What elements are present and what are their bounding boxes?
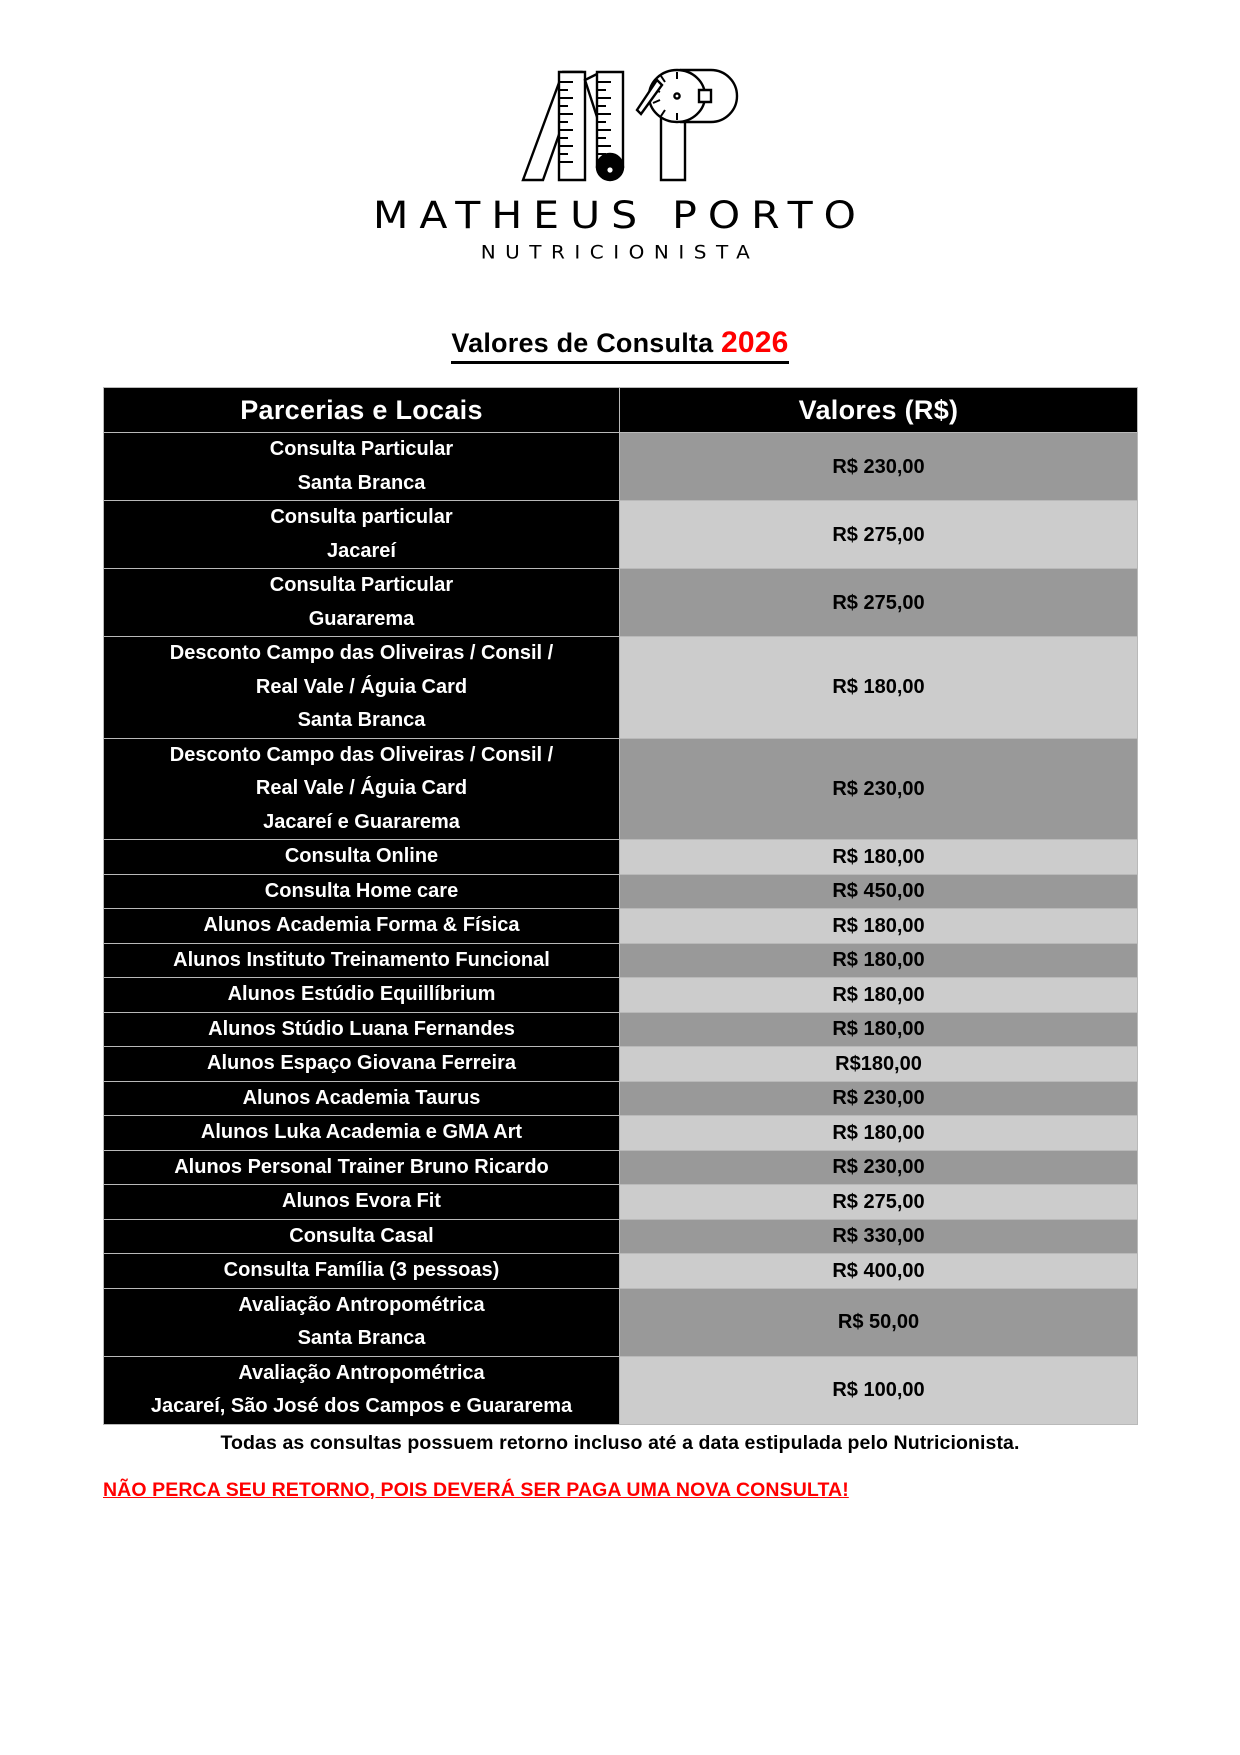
cell-service-name (104, 874, 620, 909)
table-row (104, 978, 1138, 1013)
service-name-line: Alunos Academia Forma & Física (203, 914, 520, 936)
table-row (104, 1288, 1138, 1356)
cell-service-name (104, 1150, 620, 1185)
table-row (104, 1219, 1138, 1254)
service-name-line: Alunos Academia Taurus (242, 1086, 481, 1109)
cell-service-name (104, 840, 620, 875)
mp-monogram-ruler-caliper-icon (485, 62, 755, 187)
cell-service-name (104, 1219, 620, 1254)
note-warning: NÃO PERCA SEU RETORNO, POIS DEVERÁ SER PAGA UMA NOVA CONSULTA! (103, 1478, 849, 1501)
table-row (104, 637, 1138, 739)
service-name-line: Consulta particular (270, 506, 453, 528)
price-table-container (103, 387, 1137, 1425)
cell-price-value: R$ 50,00 (620, 1288, 1138, 1356)
service-name-line: Avaliação Antropométrica (238, 1293, 485, 1316)
price-table-body (104, 433, 1138, 1425)
service-name-line: Jacareí (327, 539, 396, 562)
table-row (104, 1116, 1138, 1151)
cell-price-value: R$ 180,00 (620, 637, 1138, 739)
cell-service-name (104, 1356, 620, 1424)
cell-service-name (104, 738, 620, 840)
service-name-line: Jacareí e Guararema (263, 810, 460, 833)
table-row (104, 1047, 1138, 1082)
table-row (104, 1254, 1138, 1289)
cell-price-value: R$180,00 (620, 1047, 1138, 1082)
service-name-line: Desconto Campo das Oliveiras / Consil / (169, 743, 554, 766)
cell-price-value: R$ 180,00 (620, 978, 1138, 1013)
table-row (104, 1081, 1138, 1116)
cell-service-name (104, 1012, 620, 1047)
cell-price-value: R$ 230,00 (620, 1081, 1138, 1116)
service-name-line: Alunos Luka Academia e GMA Art (200, 1121, 523, 1143)
column-header-parcerias: Parcerias e Locais (104, 388, 620, 433)
cell-price-value: R$ 180,00 (620, 1116, 1138, 1151)
cell-price-value: R$ 180,00 (620, 1012, 1138, 1047)
cell-service-name (104, 1254, 620, 1289)
table-row (104, 433, 1138, 501)
service-name-line: Real Vale / Águia Card (255, 777, 468, 799)
cell-price-value: R$ 275,00 (620, 569, 1138, 637)
cell-service-name (104, 569, 620, 637)
cell-price-value: R$ 230,00 (620, 433, 1138, 501)
cell-price-value: R$ 275,00 (620, 1185, 1138, 1220)
service-name-line: Guararema (308, 607, 415, 630)
cell-price-value: R$ 180,00 (620, 909, 1138, 944)
cell-service-name (104, 1047, 620, 1082)
service-name-line: Alunos Instituto Treinamento Funcional (173, 948, 550, 971)
table-row (104, 874, 1138, 909)
service-name-line: Desconto Campo das Oliveiras / Consil / (169, 642, 554, 664)
service-name-line: Consulta Online (284, 845, 439, 867)
table-row (104, 1150, 1138, 1185)
cell-price-value: R$ 230,00 (620, 1150, 1138, 1185)
cell-service-name (104, 433, 620, 501)
service-name-line: Alunos Espaço Giovana Ferreira (207, 1052, 516, 1074)
cell-price-value: R$ 330,00 (620, 1219, 1138, 1254)
service-name-line: Consulta Família (3 pessoas) (223, 1259, 500, 1281)
table-row (104, 1185, 1138, 1220)
service-name-line: Alunos Stúdio Luana Fernandes (208, 1017, 515, 1040)
table-header-row (104, 388, 1138, 433)
cell-price-value: R$ 230,00 (620, 738, 1138, 840)
page-title-row (0, 326, 1240, 364)
service-name-line: Consulta Particular (269, 574, 454, 596)
cell-price-value: R$ 450,00 (620, 874, 1138, 909)
page-title (451, 326, 788, 364)
service-name-line: Jacareí, São José dos Campos e Guararema (150, 1395, 573, 1417)
service-name-line: Santa Branca (297, 709, 426, 731)
cell-service-name (104, 909, 620, 944)
service-name-line: Avaliação Antropométrica (238, 1361, 485, 1384)
table-row (104, 569, 1138, 637)
service-name-line: Alunos Estúdio Equillíbrium (227, 983, 496, 1005)
cell-price-value: R$ 180,00 (620, 943, 1138, 978)
cell-price-value: R$ 100,00 (620, 1356, 1138, 1424)
service-name-line: Santa Branca (297, 1327, 426, 1349)
cell-service-name (104, 637, 620, 739)
footer-notes (103, 1432, 1137, 1502)
table-row (104, 1356, 1138, 1424)
column-header-valores: Valores (R$) (620, 388, 1138, 433)
table-row (104, 909, 1138, 944)
cell-service-name (104, 1288, 620, 1356)
table-row (104, 943, 1138, 978)
cell-service-name (104, 1081, 620, 1116)
brand-logo (0, 0, 1240, 264)
brand-subtitle: NUTRICIONISTA (480, 240, 760, 264)
cell-service-name (104, 1185, 620, 1220)
service-name-line: Alunos Evora Fit (282, 1190, 441, 1212)
cell-service-name (104, 943, 620, 978)
brand-name: MATHEUS PORTO (373, 192, 867, 238)
table-row (104, 1012, 1138, 1047)
service-name-line: Consulta Home care (264, 879, 459, 902)
table-row (104, 840, 1138, 875)
cell-service-name (104, 501, 620, 569)
service-name-line: Santa Branca (297, 471, 426, 494)
service-name-line: Consulta Casal (289, 1224, 434, 1247)
cell-price-value: R$ 180,00 (620, 840, 1138, 875)
service-name-line: Consulta Particular (269, 438, 454, 460)
note-return-included: Todas as consultas possuem retorno incluso até a data estipulada pelo Nutricionista. (220, 1431, 1020, 1454)
page-title-year: 2026 (721, 326, 789, 359)
cell-service-name (104, 978, 620, 1013)
page-title-text: Valores de Consulta (451, 328, 722, 358)
table-row (104, 501, 1138, 569)
cell-price-value: R$ 400,00 (620, 1254, 1138, 1289)
service-name-line: Alunos Personal Trainer Bruno Ricardo (174, 1155, 549, 1178)
cell-service-name (104, 1116, 620, 1151)
service-name-line: Real Vale / Águia Card (255, 675, 468, 698)
cell-price-value: R$ 275,00 (620, 501, 1138, 569)
table-row (104, 738, 1138, 840)
price-table (103, 387, 1138, 1425)
